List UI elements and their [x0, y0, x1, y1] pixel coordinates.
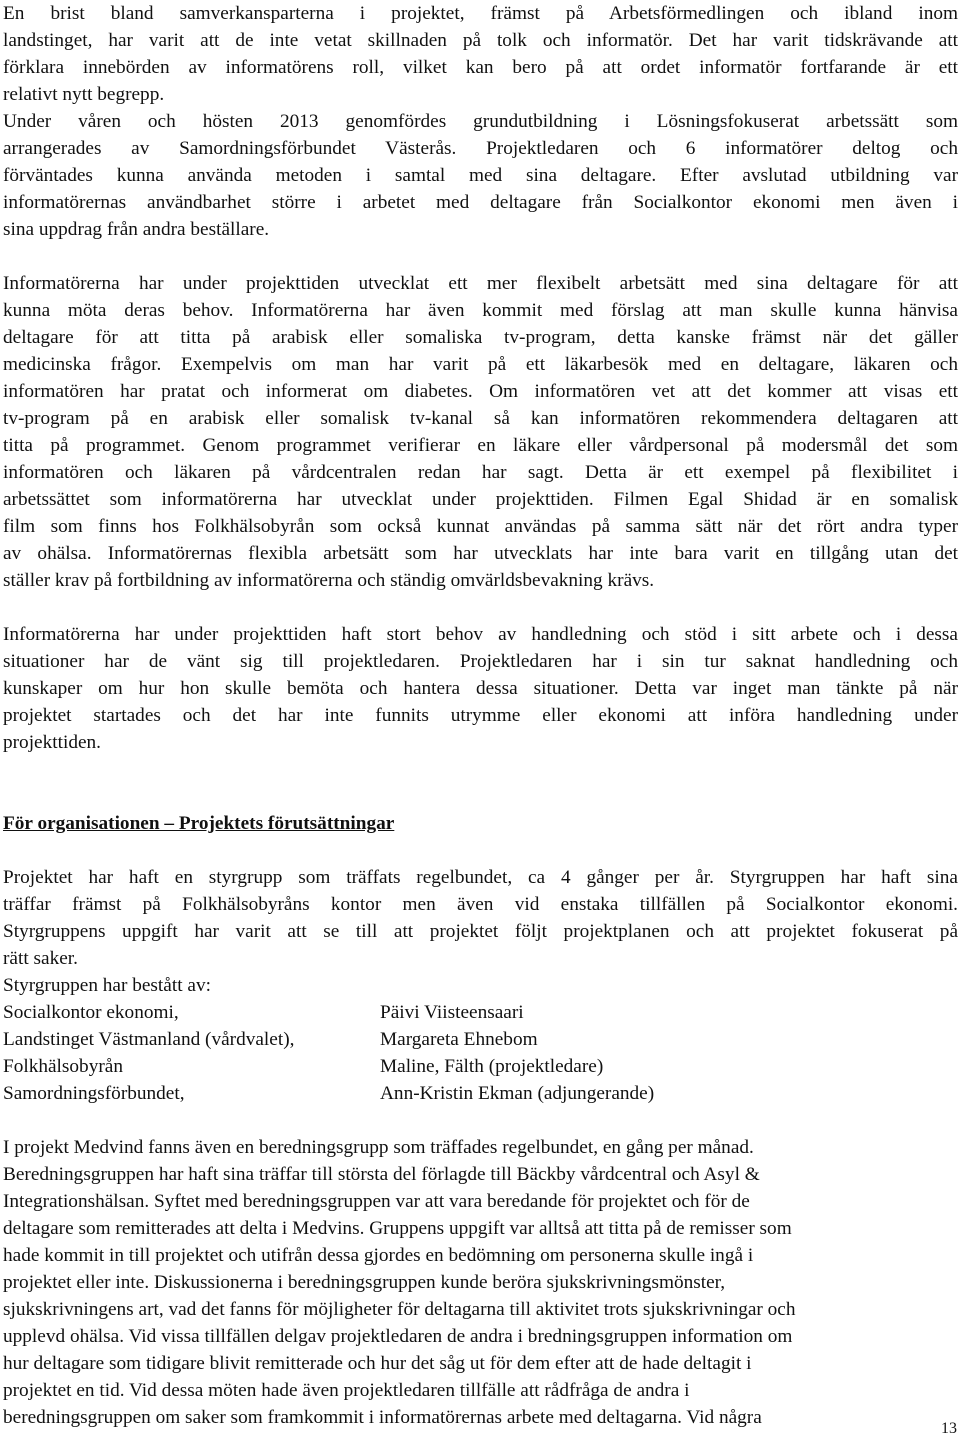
text-line: projektet eller inte. Diskussionerna i beredningsgruppen kunde beröra sjukskrivningsmönster, [3, 1272, 726, 1293]
paragraph-flexible-work [3, 270, 958, 594]
member-organisation: Landstinget Västmanland (vårdvalet), [3, 1029, 295, 1050]
text-line: informatörernas användbarhet större i arbetet med deltagare från Socialkontor ekonomi men även i [3, 192, 958, 213]
text-line: Projektet har haft en styrgrupp som träffats regelbundet, ca 4 gånger per år. Styrgruppen har haft sina [3, 867, 958, 888]
text-line: sjukskrivningens art, vad det fanns för möjligheter för deltagarna till aktivitet trots sjukskrivningar och [3, 1299, 796, 1320]
member-row [3, 1080, 958, 1107]
text-line: film som finns hos Folkhälsobyrån som också kunnat användas på samma sätt när det rört andra typer [3, 516, 958, 537]
text-line: projekttiden. [3, 732, 101, 753]
text-line: hade kommit in till projektet och utifrån dessa gjordes en bedömning om personerna skulle ingå i [3, 1245, 754, 1266]
section-heading: För organisationen – Projektets förutsättningar [3, 813, 395, 834]
document-page [3, 0, 958, 1431]
text-line: Styrgruppens uppgift har varit att se till att projektet följt projektplanen och att projektet fokuserat på [3, 921, 958, 942]
text-line: landstinget, har varit att de inte vetat skillnaden på tolk och informatör. Det har varit tidskrävande att [3, 30, 958, 51]
text-line: ställer krav på fortbildning av informatörerna och ständig omvärldsbevakning krävs. [3, 570, 655, 591]
member-row [3, 999, 958, 1026]
text-line: Integrationshälsan. Syftet med beredningsgruppen var att vara beredande för projektet och för de [3, 1191, 750, 1212]
text-line: arrangerades av Samordningsförbundet Västerås. Projektledaren och 6 informatörer deltog och [3, 138, 958, 159]
text-line: hur deltagare som tidigare blivit remitterade och hur det såg ut för dem efter att de hade deltagit i [3, 1353, 752, 1374]
members-intro: Styrgruppen har bestått av: [3, 975, 211, 996]
text-line: Informatörerna har under projekttiden haft stort behov av handledning och stöd i sitt arbete och i dessa [3, 624, 958, 645]
steering-group-members [3, 999, 958, 1107]
member-person: Ann-Kristin Ekman (adjungerande) [380, 1083, 655, 1104]
text-line: informatören och läkaren på vårdcentralen redan har sagt. Detta är ett exempel på flexibilitet i [3, 462, 958, 483]
text-line: En brist bland samverkansparterna i projektet, främst på Arbetsförmedlingen och ibland inom [3, 3, 958, 24]
text-line: arbetssättet som informatörerna har utvecklat under projekttiden. Filmen Egal Shidad är en somalisk [3, 489, 958, 510]
text-line: av ohälsa. Informatörernas flexibla arbetsätt som har utvecklats har inte bara varit en tillgång utan det [3, 543, 958, 564]
text-line: situationer har de vänt sig till projektledaren. Projektledaren har i sin tur saknat handledning och [3, 651, 958, 672]
text-line: relativt nytt begrepp. [3, 84, 165, 105]
text-line: förväntades kunna använda metoden i samtal med sina deltagare. Efter avslutad utbildning var [3, 165, 958, 186]
member-person: Päivi Viisteensaari [380, 1002, 524, 1023]
member-row [3, 1026, 958, 1053]
member-person: Maline, Fälth (projektledare) [380, 1056, 604, 1077]
paragraph-steering-group [3, 864, 958, 972]
text-line: träffar främst på Folkhälsobyråns kontor men även vid enstaka tillfällen på Socialkontor ekonomi. [3, 894, 958, 915]
member-person: Margareta Ehnebom [380, 1029, 538, 1050]
text-line: I projekt Medvind fanns även en beredningsgrupp som träffades regelbundet, en gång per månad. [3, 1137, 754, 1158]
text-line: Under våren och hösten 2013 genomfördes grundutbildning i Lösningsfokuserat arbetssätt som [3, 111, 958, 132]
text-line: sina uppdrag från andra beställare. [3, 219, 270, 240]
member-organisation: Socialkontor ekonomi, [3, 1002, 179, 1023]
page-number: 13 [941, 1420, 957, 1437]
member-row [3, 1053, 958, 1080]
member-organisation: Samordningsförbundet, [3, 1083, 185, 1104]
text-line: informatören har pratat och informerat om diabetes. Om informatören vet att det kommer att visas ett [3, 381, 958, 402]
text-line: rätt saker. [3, 948, 78, 969]
member-organisation: Folkhälsobyrån [3, 1056, 123, 1077]
paragraph-interpreter-vs-informant [3, 0, 958, 243]
paragraph-supervision [3, 621, 958, 756]
text-line: projektet startades och det har inte funnits utrymme eller ekonomi att införa handledning under [3, 705, 958, 726]
text-line: upplevd ohälsa. Vid vissa tillfällen delgav projektledaren de andra i bredningsgruppen information om [3, 1326, 793, 1347]
text-line: medicinska frågor. Exempelvis om man har varit på ett läkarbesök med en deltagare, läkaren och [3, 354, 958, 375]
text-line: titta på programmet. Genom programmet verifierar en läkare eller vårdpersonal på modersmål det som [3, 435, 958, 456]
text-line: tv-program på en arabisk eller somalisk tv-kanal så kan informatören rekommendera deltagaren att [3, 408, 958, 429]
text-line: kunna möta deras behov. Informatörerna har även kommit med förslag att man skulle kunna hänvisa [3, 300, 958, 321]
text-line: deltagare för att titta på arabisk eller somaliska tv-program, detta kanske främst när det gäller [3, 327, 958, 348]
text-line: beredningsgruppen om saker som framkommit i informatörernas arbete med deltagarna. Vid några [3, 1407, 762, 1428]
paragraph-preparation-group [3, 1134, 958, 1431]
text-line: kunskaper om hur hon skulle bemöta och hantera dessa situationer. Detta var inget man tänkte på när [3, 678, 958, 699]
text-line: Informatörerna har under projekttiden utvecklat ett mer flexibelt arbetsätt med sina deltagare för att [3, 273, 958, 294]
text-line: projektet en tid. Vid dessa möten hade även projektledaren tillfälle att rådfråga de andra i [3, 1380, 690, 1401]
text-line: förklara innebörden av informatörens roll, vilket kan bero på att ordet informatör fortfarande är ett [3, 57, 958, 78]
text-line: Beredningsgruppen har haft sina träffar till största del förlagde till Bäckby vårdcentral och Asyl & [3, 1164, 760, 1185]
text-line: deltagare som remitterades att delta i Medvins. Gruppens uppgift var alltså att titta på de remisser som [3, 1218, 792, 1239]
